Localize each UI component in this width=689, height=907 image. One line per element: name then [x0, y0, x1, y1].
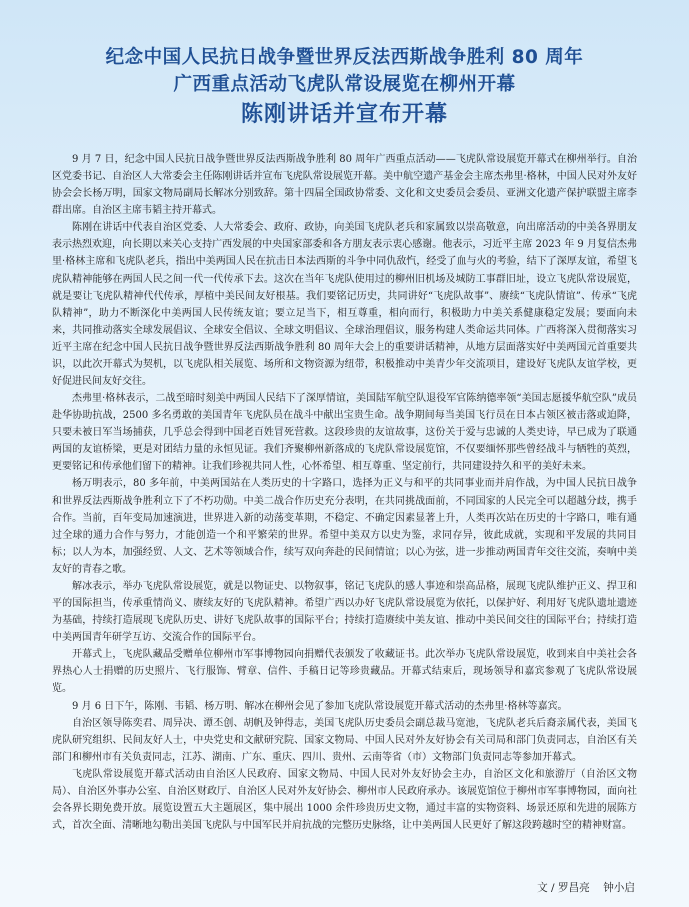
paragraph: 飞虎队常设展览开幕式活动由自治区人民政府、国家文物局、中国人民对外友好协会主办，自治区文化和旅游厅（自治区文物局）、自治区外事办公室、自治区财政厅、自治区人民对外友好协会、柳州市人民政府承办。该展览馆位于柳州市军事博物园，面向社会各界长期免费开放。展览设置五大主题展区，集中展出 1000 余件珍贵历史文物，通过丰富的实物资料、场景还原和先进的展陈方式，首次全面、清晰地勾勒出美国飞虎队与中国军民并肩抗战的完整历史脉络，让中美两国人民更好了解这段跨越时空的精神财富。 — [52, 768, 637, 832]
paragraph: 杨万明表示，80 多年前，中美两国站在人类历史的十字路口，选择为正义与和平的共同事业而并肩作战，为中国人民抗日战争和世界反法西斯战争胜利立下了不朽功勋。中美二战合作历史充分表明，在共同挑战面前，不同国家的人民完全可以超越分歧，携手合作。当前，百年变局加速演进，世界进入新的动荡变革期，不稳定、不确定因素显著上升，人类再次站在历史的十字路口，唯有通过全球的通力合作与努力，才能创造一个和平繁荣的世界。希望中美双方以史为鉴，求同存异，彼此成就，实现和平发展的共同目标；以人为本，加强经贸、人文、艺术等领域合作，续写双向奔赴的民间情谊；以心为弦，进一步推动两国青年交往交流，奏响中美友好的青春之歌。 — [52, 478, 637, 575]
paragraph: 解冰表示，举办飞虎队常设展览，就是以物证史、以物叙事，铭记飞虎队的感人事迹和崇高品格，展现飞虎队维护正义、捍卫和平的国际担当，传承重情尚义、赓续友好的飞虎队精神。希望广西以办好飞虎队常设展览为依托，以保护好、利用好飞虎队遗址遗迹为基础，持续打造展现飞虎队历史、讲好飞虎队故事的国际平台；持续打造赓续中美友谊、推动中美民间交往的国际平台；持续打造中美两国青年研学互访、交流合作的国际平台。 — [52, 580, 637, 644]
headline — [0, 44, 689, 131]
paragraph: 陈刚在讲话中代表自治区党委、人大常委会、政府、政协，向美国飞虎队老兵和家属致以崇高敬意，向出席活动的中美各界朋友表示热烈欢迎，向长期以来关心支持广西发展的中央国家部委和各方朋友表示衷心感谢。他表示，习近平主席 2023 年 9 月复信杰弗里·格林主席和飞虎队老兵，指出中美两国人民在抗击日本法西斯的斗争中同仇敌忾，经受了血与火的考验，结下了深厚友谊，希望飞虎队精神能够在两国人民之间一代一代传承下去。这次在当年飞虎队使用过的柳州旧机场及城防工事群旧址，设立飞虎队常设展览，就是要让飞虎队精神代代传承，厚植中美民间友好根基。我们要铭记历史，共同讲好“飞虎队故事”、赓续“飞虎队情谊”、传承“飞虎队精神”，助力不断深化中美两国人民传统友谊；要立足当下，相互尊重，相向而行，积极助力中美关系健康稳定发展；要面向未来，共同推动落实全球发展倡议、全球安全倡议、全球文明倡议、全球治理倡议，服务构建人类命运共同体。广西将深入贯彻落实习近平主席在纪念中国人民抗日战争暨世界反法西斯战争胜利 80 周年大会上的重要讲话精神，从地方层面落实好中美两国元首重要共识，以此次开幕式为契机，以飞虎队相关展览、场所和文物资源为纽带，积极推动中美青少年交流项目，建设好飞虎队友谊学校，更好促进民间友好交往。 — [52, 222, 637, 388]
headline-line-3: 陈刚讲话并宣布开幕 — [240, 102, 448, 127]
paragraph: 自治区领导陈奕君、周异决、谭丕创、胡帆及钟得志，美国飞虎队历史委员会副总裁马宽池，飞虎队老兵后裔亲属代表，美国飞虎队研究组织、民间友好人士，中央党史和文献研究院、国家文物局、中国人民对外友好协会有关司局和部门负责同志，自治区有关部门和柳州市有关负责同志，江苏、湖南、广东、重庆、四川、贵州、云南等省（市）文物部门负责同志等参加开幕式。 — [52, 717, 637, 763]
headline-line-2: 广西重点活动飞虎队常设展览在柳州开幕 — [173, 74, 516, 95]
paragraph: 9 月 6 日下午，陈刚、韦韬、杨万明、解冰在柳州会见了参加飞虎队常设展览开幕式活动的杰弗里·格林等嘉宾。 — [72, 700, 568, 712]
article-body — [52, 151, 637, 834]
byline: 文 / 罗昌亮 钟小启 — [537, 882, 635, 894]
paragraph: 9 月 7 日，纪念中国人民抗日战争暨世界反法西斯战争胜利 80 周年广西重点活动——飞虎队常设展览开幕式在柳州举行。自治区党委书记、自治区人大常委会主任陈刚讲话并宣布飞虎队常设展览开幕。美中航空遗产基金会主席杰弗里·格林，中国人民对外友好协会会长杨万明，国家文物局副局长解冰分别致辞。第十四届全国政协常委、文化和文史委员会委员、亚洲文化遗产保护联盟主席李群出席。自治区主席韦韬主持开幕式。 — [52, 154, 637, 217]
headline-line-1: 纪念中国人民抗日战争暨世界反法西斯战争胜利 80 周年 — [105, 47, 584, 68]
paragraph: 开幕式上，飞虎队藏品受赠单位柳州市军事博物园向捐赠代表颁发了收藏证书。此次举办飞虎队常设展览，收到来自中美社会各界热心人士捐赠的历史照片、飞行服饰、臂章、信件、手稿日记等珍贵藏品。开幕式结束后，现场领导和嘉宾参观了飞虎队常设展览。 — [52, 649, 637, 695]
paragraph: 杰弗里·格林表示，二战至暗时刻美中两国人民结下了深厚情谊，美国陆军航空队退役军官陈纳德率领“美国志愿援华航空队”成员赴华协助抗战，2500 多名勇敢的美国青年飞虎队员在战斗中献出宝贵生命。战争期间每当美国飞行员在日本占领区被击落或迫降，只要未被日军当场捕获，几乎总会得到中国老百姓冒死营救。这段珍贵的友谊故事，这份关于爱与忠诚的人类史诗，早已成为了联通两国的友谊桥梁，更是对团结力量的永恒见证。我们齐聚柳州新落成的飞虎队常设展览馆，不仅要缅怀那些曾经战斗与牺牲的英烈，更要铭记和传承他们留下的精神。让我们珍视共同人性，心怀希望、相互尊重、坚定前行，共同建设持久和平的美好未来。 — [52, 393, 637, 473]
